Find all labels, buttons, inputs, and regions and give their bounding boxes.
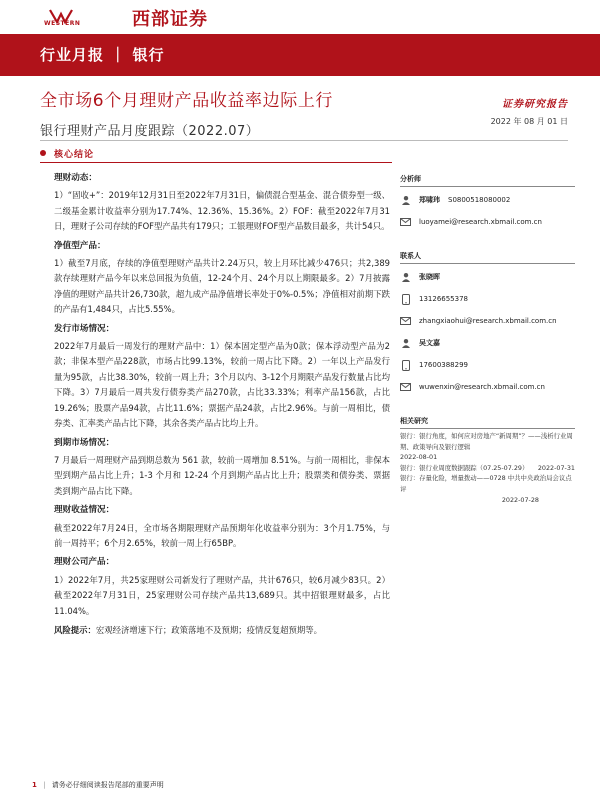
main-content (54, 168, 390, 642)
report-type: 行业月报 ｜ 银行 (40, 46, 165, 64)
analyst-cert: S0800518080002 (448, 196, 511, 204)
footer-disclaimer: 请务必仔细阅读报告尾部的重要声明 (51, 781, 164, 789)
section-divider (40, 162, 392, 163)
section-heading: 核心结论 (54, 150, 95, 160)
report-tag: 证券研究报告 (502, 99, 568, 110)
contact1-phone-row (400, 288, 575, 310)
person-icon (400, 195, 411, 206)
contact1-row (400, 266, 575, 288)
footer-separator: | (43, 781, 46, 789)
page-footer (32, 780, 164, 790)
risk-body: 宏观经济增速下行；政策落地不及预期；疫情反复超预期等。 (95, 624, 322, 635)
phone-icon (400, 294, 411, 305)
report-subtitle: 银行理财产品月度跟踪（2022.07） (40, 124, 260, 139)
contact2-email-row (400, 376, 575, 398)
phone-icon (400, 360, 411, 371)
section-body-issuance: 2022年7月最后一周发行的理财产品中：1）保本固定型产品为0款；保本浮动型产品为2款；非保本型产品228款，市场占比99.13%，较前一周占比下降。2）一年以上产品发行量为95款，占比38.30%，较前一周上升；3个月以内、3-12个月期限产品发行数量占比均下降。3）7月最后一周共发行债券类产品270款，占比33.33%；利率产品156款，占比19.26%；股票产品94款，占比11.6%；票据产品24款，占比2.96%。与前一周相比，债券类、汇率类产品占比下降，其余各类产品占比均上升。 (54, 341, 390, 429)
related-research-list (400, 431, 575, 505)
analyst-row (400, 189, 575, 211)
brand-name: 西部证券 (132, 9, 208, 30)
related-item-1-date: 2022-08-01 (400, 453, 438, 462)
email-icon (400, 382, 411, 393)
section-body-maturity: 7 月最后一周理财产品到期总数为 561 款，较前一周增加 8.51%。与前一周相比，非保本型到期产品占比上升；1-3 个月和 12-24 个月到期产品占比上升；股票类和债券类、票据类到期产品占比下降。 (54, 454, 390, 496)
sidebar (400, 168, 575, 505)
contact1-phone: 13126655378 (419, 295, 468, 303)
contact1-name: 张晓晖 (419, 273, 440, 281)
related-item-1[interactable]: 银行：银行角度，如何应对房地产“新周期”？——浅析行业周期、政策导向及银行逻辑 (400, 432, 573, 451)
section-body-wm-companies: 1）2022年7月，共25家理财公司新发行了理财产品，共计676只，较6月减少83只。2）截至2022年7月31日，25家理财公司存续产品共13,689只。其中招银理财最多，占比11.04%。 (54, 574, 390, 616)
related-item-3-date: 2022-07-28 (501, 495, 539, 504)
contact-label: 联系人 (400, 251, 575, 264)
risk-warning (54, 623, 390, 638)
section-body-yield: 截至2022年7月24日，全市场各期限理财产品预期年化收益率分别为：3个月1.75%，与前一周持平；6个月2.65%，较前一周上行65BP。 (54, 522, 390, 548)
report-date: 2022 年 08 月 01 日 (490, 117, 568, 126)
contact2-name: 吴文嘉 (419, 339, 440, 347)
divider (40, 140, 568, 141)
contact2-phone-row (400, 354, 575, 376)
analyst-email-row (400, 211, 575, 233)
section-title-wm-companies: 理财公司产品： (54, 557, 115, 568)
logo-text: WESTERN (44, 20, 81, 27)
analyst-email[interactable]: luoyamei@research.xbmail.com.cn (419, 218, 542, 226)
section-title-dynamics: 理财动态： (54, 173, 97, 183)
section-body-dynamics: 1）“固收+”：2019年12月31日至2022年7月31日，偏债混合型基金、混合债券型一级、二级基金累计收益率分别为17.74%、12.36%、15.36%。2）FOF：截至2022年7月31日，理财子公司存续的FOF型产品共有179只；工银理财FOF型产品数目最多，共计54只。 (54, 190, 390, 232)
related-item-3[interactable]: 银行：存量化险，增量拨动——0728 中共中央政治局会议点评 (400, 474, 572, 493)
related-research-label: 相关研究 (400, 416, 575, 429)
risk-title: 风险提示： (54, 624, 96, 635)
person-icon (400, 272, 411, 283)
related-item-2[interactable]: 银行：银行业周度数据跟踪（07.25-07.29） (400, 463, 529, 472)
contact1-email-row (400, 310, 575, 332)
contact2-phone: 17600388299 (419, 361, 468, 369)
related-item-2-date: 2022-07-31 (537, 463, 575, 472)
contact2-email[interactable]: wuwenxin@research.xbmail.com.cn (419, 383, 545, 391)
analyst-label: 分析师 (400, 174, 575, 187)
analyst-name: 郑啸玮 (419, 196, 440, 204)
page-number: 1 (32, 781, 37, 789)
section-title-maturity: 到期市场情况： (54, 437, 115, 448)
contact1-email[interactable]: zhangxiaohui@research.xbmail.com.cn (419, 317, 557, 325)
related-item-2-row (400, 463, 575, 474)
contact2-row (400, 332, 575, 354)
section-title-yield: 理财收益情况： (54, 505, 115, 516)
section-title-issuance: 发行市场情况： (54, 323, 115, 334)
section-title-nav-products: 净值型产品： (54, 240, 106, 251)
email-icon (400, 316, 411, 327)
bullet-dot-icon (40, 150, 46, 156)
section-body-nav-products: 1）截至7月底，存续的净值型理财产品共计2.24万只，较上月环比减少476只；共2,389款存续理财产品今年以来总回报为负值，12-24个月、24个月以上期限最多。2）7月披露净值的理财产品共计26,730款，超九成产品净值增长率处于0%-0.5%；净值相对前期下跌的产品有1,484只，占比5.55%。 (54, 258, 390, 315)
person-icon (400, 338, 411, 349)
report-title: 全市场6个月理财产品收益率边际上行 (40, 91, 334, 111)
email-icon (400, 217, 411, 228)
